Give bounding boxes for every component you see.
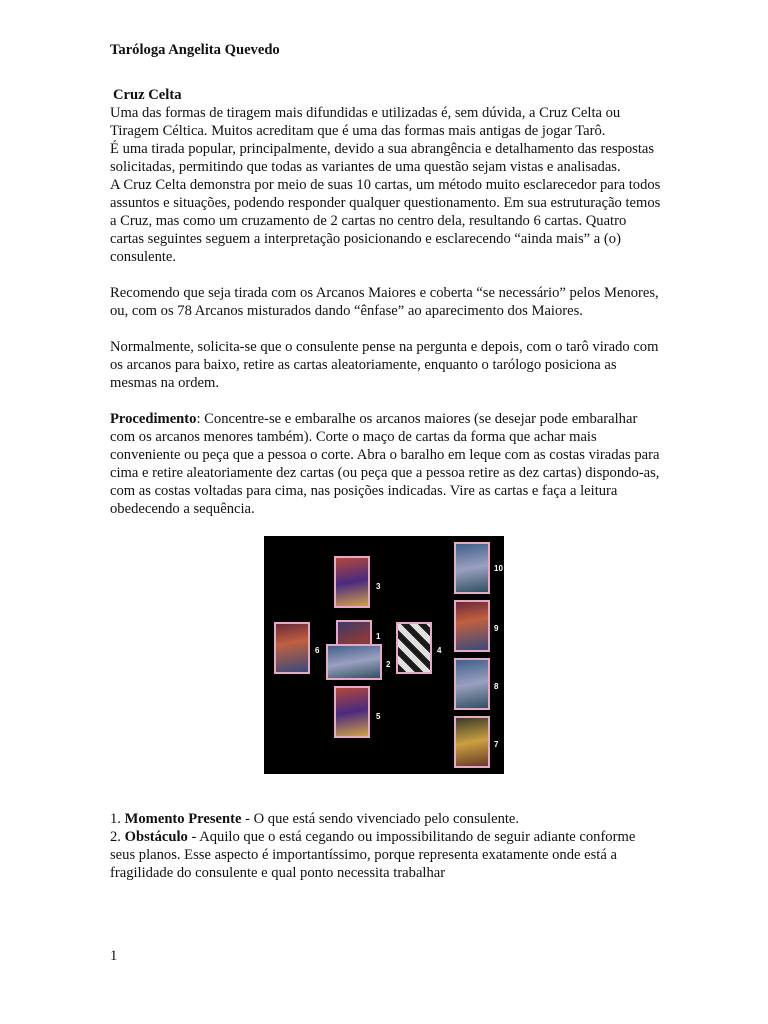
tarot-card-8 xyxy=(454,658,490,710)
position-number: 1. xyxy=(110,811,121,827)
tarot-card-5 xyxy=(334,686,370,738)
paragraph-method: Normalmente, solicita-se que o consulente pense na pergunta e depois, com o tarô virado com os arcanos para baixo, retire as cartas aleatoriamente, enquanto o tarólogo posiciona as mesmas na ordem. xyxy=(110,339,659,391)
tarot-card-2 xyxy=(326,644,382,680)
card-number-8: 8 xyxy=(494,682,499,691)
spread-figure-wrapper xyxy=(110,536,662,792)
position-text: - O que está sendo vivenciado pelo consulente. xyxy=(241,811,520,827)
section-title: Cruz Celta xyxy=(113,87,182,103)
paragraph-recommendation: Recomendo que seja tirada com os Arcanos Maiores e coberta “se necessário” pelos Menores, ou, com os 78 Arcanos misturados dando “ênfase” ao aparecimento dos Maiores. xyxy=(110,285,659,319)
procedure-label: Procedimento xyxy=(110,411,197,427)
paragraph-procedure xyxy=(110,410,662,518)
document-body xyxy=(110,86,662,882)
position-1 xyxy=(110,810,662,828)
author-header: Taróloga Angelita Quevedo xyxy=(110,42,280,58)
tarot-card-6 xyxy=(274,622,310,674)
tarot-card-3 xyxy=(334,556,370,608)
procedure-text: : Concentre-se e embaralhe os arcanos maiores (se desejar pode embaralhar com os arcanos menores também). Corte o maço de cartas da forma que achar mais conveniente ou peça que a pessoa o corte. Abra o baralho em leque com as costas viradas para cima e retire aleatoriamente dez cartas (ou peça que a pessoa retire as dez cartas) dispondo-as, com as costas voltadas para cima, nas posições indicadas. Vire as cartas e faça a leitura obedecendo a sequência. xyxy=(110,411,660,517)
position-2 xyxy=(110,828,662,882)
paragraph-structure: A Cruz Celta demonstra por meio de suas 10 cartas, um método muito esclarecedor para todos assuntos e situações, podendo responder qualquer questionamento. Em sua estruturação temos a Cruz, mas como um cruzamento de 2 cartas no centro dela, resultando 6 cartas. Quatro cartas seguintes seguem a interpretação posicionando e esclarecendo “ainda mais” a (o) consulente. xyxy=(110,177,661,265)
card-number-10: 10 xyxy=(494,564,503,573)
card-number-6: 6 xyxy=(315,646,320,655)
card-number-5: 5 xyxy=(376,712,381,721)
position-label: Obstáculo xyxy=(124,829,188,845)
card-number-7: 7 xyxy=(494,740,499,749)
card-number-1: 1 xyxy=(376,632,381,641)
page-number: 1 xyxy=(110,948,118,964)
card-number-3: 3 xyxy=(376,582,381,591)
card-number-4: 4 xyxy=(437,646,442,655)
position-text: - Aquilo que o está cegando ou impossibilitando de seguir adiante conforme seus planos. Esse aspecto é importantíssimo, porque representa exatamente onde está a fragilidade do consulente e qual ponto necessita trabalhar xyxy=(110,829,636,881)
card-number-2: 2 xyxy=(386,660,391,669)
tarot-card-7 xyxy=(454,716,490,768)
paragraph-intro: Uma das formas de tiragem mais difundidas e utilizadas é, sem dúvida, a Cruz Celta ou Tiragem Céltica. Muitos acreditam que é uma das formas mais antigas de jogar Tarô. xyxy=(110,105,621,139)
celtic-cross-spread-image xyxy=(264,536,504,774)
paragraph-popularity: É uma tirada popular, principalmente, devido a sua abrangência e detalhamento das respostas solicitadas, permitindo que todas as variantes de uma questão sejam vistas e analisadas. xyxy=(110,141,655,175)
tarot-card-9 xyxy=(454,600,490,652)
tarot-card-10 xyxy=(454,542,490,594)
tarot-card-4 xyxy=(396,622,432,674)
position-number: 2. xyxy=(110,829,121,845)
card-number-9: 9 xyxy=(494,624,499,633)
position-label: Momento Presente xyxy=(124,811,242,827)
